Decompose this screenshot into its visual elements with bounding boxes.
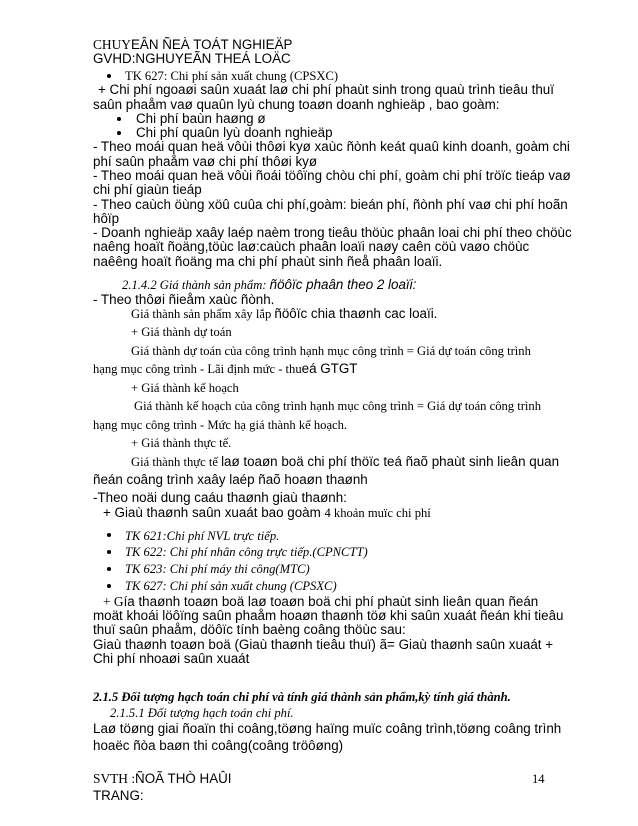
- body-line-part: 4 khoản muïc chi phí: [324, 505, 431, 520]
- body-line: hôïp: [93, 210, 120, 226]
- body-line: hoaëc ñòa baøn thi coâng(coâng tröôøng): [93, 738, 344, 753]
- body-line: Giá thành dự toán của công trình hạnh mục công trình = Giá dự toán công trình: [131, 343, 531, 358]
- body-line: Chi phí quaûn lyù doanh nghieäp: [136, 125, 333, 141]
- body-line: saûn phaåm vaø quaûn lyù chung toaøn doanh nghieäp , bao goàm:: [93, 96, 500, 112]
- subsection-heading: 2.1.5.1 Đối tượng hạch toán chi phí.: [110, 706, 294, 720]
- section-heading-part: 2.1.4.2 Giá thành sản phẩm:: [122, 278, 270, 293]
- footer-student-label: SVTH :: [93, 771, 136, 786]
- body-line: + Giá thành kế hoạch: [131, 380, 239, 395]
- body-line: TK 623: Chi phí máy thi công(MTC): [125, 562, 310, 577]
- body-line: Giaù thaønh toaøn boä (Giaù thaønh tieâu thuï) ã= Giaù thaønh saûn xuaát +: [93, 636, 554, 652]
- body-line: thuï saûn phaåm, döôïc tính baèng coâng thöùc sau:: [93, 622, 406, 638]
- body-line: -Theo noäi dung caáu thaønh giaù thaønh:: [93, 489, 347, 505]
- body-line: moät khoái löôïng saûn phaåm hoaøn thaønh töø khi saûn xuaát ñeán khi tieâu: [93, 608, 564, 624]
- section-heading: 2.1.5 Đối tượng hạch toán chi phí và tính giá thành sản phẩm,kỳ tính giá thành.: [93, 690, 511, 704]
- body-line: naêng hoaït ñoäng,töùc laø:caùch phaân loaïi naøy caên cöù vaøo chöùc: [93, 239, 530, 255]
- body-line-part: ñöôïc chia thaønh cac loaïi.: [274, 305, 438, 321]
- body-line-part: ía thaønh toaøn boä laø toaøn boä chi phí phaùt sinh lieân quan ñeán: [123, 593, 539, 609]
- body-line: + Giá thành dự toán: [131, 325, 232, 340]
- header-title-part: CHUY: [93, 37, 131, 52]
- body-line-part: Giá thành thực tế: [131, 454, 222, 469]
- body-line: Giá thành kế hoạch của công trình hạnh mục công trình = Giá dự toán công trình: [134, 399, 542, 414]
- body-line: Chi phí nhoaøi saûn xuaát: [93, 651, 250, 667]
- body-line-part: hạng mục công trình - Lãi định mức - thu: [93, 362, 302, 377]
- body-line: TK 627: Chi phí sản xuất chung (CPSXC): [125, 69, 339, 84]
- body-line-part: Giá thành sản phẩm xây lắp: [131, 306, 275, 321]
- body-line: Chi phí baùn haøng ø: [136, 110, 266, 126]
- body-line: hạng mục công trình - Mức hạ giá thành kế hoạch.: [93, 417, 348, 432]
- body-line: TK 627: Chi phí sản xuất chung (CPSXC): [125, 578, 337, 593]
- footer-trang-label: TRANG:: [93, 788, 144, 803]
- body-line: - Theo thôøi ñieåm xaùc ñònh.: [93, 291, 275, 307]
- body-line: Laø töøng giai ñoaïn thi coâng,töøng haïng muïc coâng trình,töøng coâng trình: [93, 721, 562, 736]
- body-line-part: eá GTGT: [301, 361, 358, 377]
- body-line: - Theo moái quan heä vôùi ñoái töôïng chòu chi phí, goàm chi phí tröïc tieáp vaø: [93, 168, 571, 184]
- body-line: + Chi phí ngoaøi saûn xuaát laø chi phí phaùt sinh trong quaù trình tieâu thuï: [98, 82, 554, 98]
- body-line: - Theo caùch öùng xöû cuûa chi phí,goàm: bieán phí, ñònh phí vaø chi phí hoãn: [93, 196, 568, 212]
- page-number: 14: [532, 772, 545, 786]
- footer-student-name: ÑOÃ THÒ HAÛI: [135, 771, 232, 786]
- body-line: ñeán coâng trình xaây laép ñaõ hoaøn thaønh: [93, 472, 368, 488]
- body-line-part: + Giaù thaønh saûn xuaát bao goàm: [103, 504, 325, 520]
- body-line: TK 621:Chi phí NVL trực tiếp.: [125, 528, 280, 543]
- body-line: - Doanh nghieäp xaây laép naèm trong tieâu thöùc phaân loai chi phí theo chöùc: [93, 225, 572, 241]
- body-line: TK 622: Chi phí nhân công trực tiếp.(CPNCTT): [125, 545, 368, 560]
- body-line-part: laø toaøn boä chi phí thöïc teá ñaõ phaùt sinh lieân quan: [221, 453, 560, 469]
- section-heading-part: ñöôïc phaân theo 2 loaïi:: [269, 277, 417, 293]
- header-advisor: GVHD:NGHUYEÃN THEÁ LOÄC: [93, 51, 291, 67]
- body-line: chi phí giaùn tieáp: [93, 182, 202, 198]
- body-line: + Giá thành thực tế.: [131, 436, 232, 451]
- body-line: - Theo moái quan heä vôùi thôøi kyø xaùc ñònh keát quaû kinh doanh, goàm chi: [93, 139, 570, 155]
- body-line: naêêng hoaït ñoäng ma chi phí phaùt sinh ñeå phaân loaïi.: [93, 253, 443, 269]
- header-title-part: EÂN ÑEÀ TOÁT NGHIEÄP: [130, 37, 293, 52]
- body-line: phí saûn phaåm vaø chi phí thôøi kyø: [93, 153, 318, 169]
- body-line-part: + G: [103, 593, 124, 609]
